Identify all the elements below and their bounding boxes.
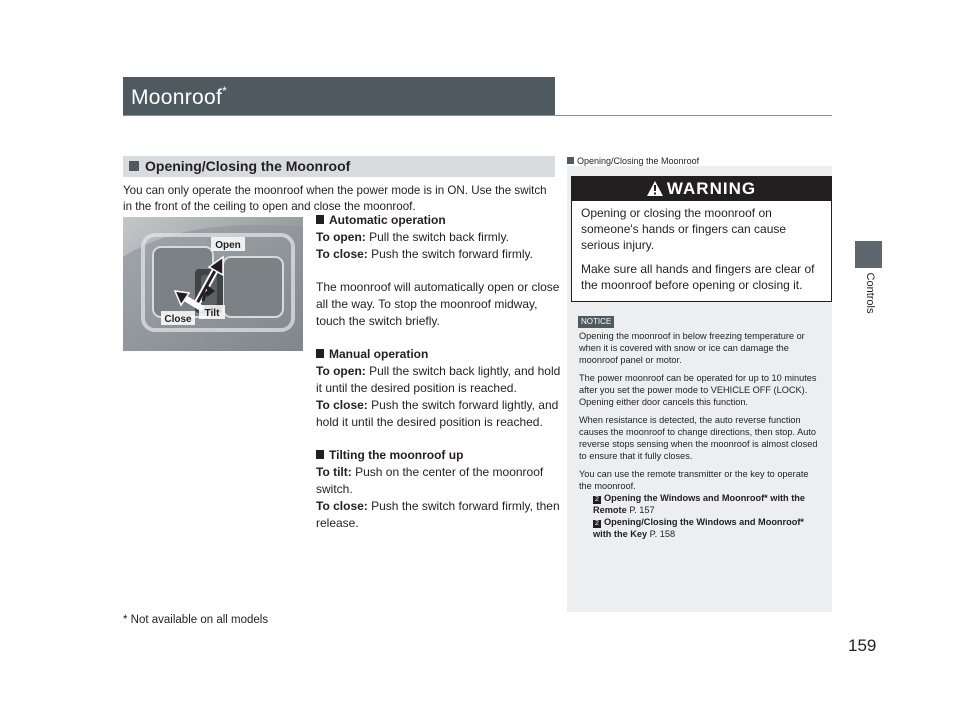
automatic-close: To close: Push the switch forward firmly. [316,247,533,261]
xref-remote[interactable]: 2 Opening the Windows and Moonroof* with the Remote P. 157 [593,493,805,515]
page-number: 159 [848,636,877,655]
xref-arrow-icon: 2 [593,496,601,504]
moonroof-switch-photo [123,217,303,351]
notice-badge: NOTICE [578,316,614,328]
square-bullet-icon [129,161,139,171]
manual-open: To open: Pull the switch back lightly, and hold it until the desired position is reached. [316,364,561,395]
footnote: * Not available on all models [123,614,269,626]
warning-triangle-icon [647,181,663,196]
square-bullet-icon [316,450,324,459]
tilting-heading: Tilting the moonroof up [316,447,561,464]
automatic-heading: Automatic operation [316,212,561,229]
operation-instructions [316,212,561,532]
intro-text: You can only operate the moonroof when the power mode is in ON. Use the switch in the front of the ceiling to open and close the moonroof. [123,184,547,213]
square-bullet-icon [316,349,324,358]
manual-heading: Manual operation [316,346,561,363]
xref-key[interactable]: 2 Opening/Closing the Windows and Moonroof* with the Key P. 158 [593,517,804,539]
xref-arrow-icon: 2 [593,520,601,528]
section-heading: Opening/Closing the Moonroof [123,156,555,177]
sidebar-notes: Opening the moonroof in below freezing temperature or when it is covered with snow or ice can damage the moonroof panel or motor. The power moonroof can be operated for up to 10 minutes after you set the power mode to VEHICLE OFF (LOCK). Opening either door cancels this function. When resistance is detected, the auto reverse function causes the moonroof to change directions, then stop. Auto reverse stops sensing when the moonroof is almost closed to ensure that it fully closes. You can use the remote transmitter or the key to operate the moonroof. 2 Opening the Windows and Moonroof* with the Remote P. 157 2 Opening/Closing the Windows and Moonroof* with the Key P. 158 [579,330,822,540]
close-label: Close [164,314,192,325]
automatic-open: To open: Pull the switch back firmly. [316,230,509,244]
tilting-tilt: To tilt: Push on the center of the moonroof switch. [316,465,544,496]
automatic-note: The moonroof will automatically open or close all the way. To stop the moonroof midway, touch the switch briefly. [316,280,560,328]
square-bullet-icon [316,215,324,224]
chapter-label: Controls [864,272,876,314]
warning-text: Opening or closing the moonroof on someone's hands or fingers can cause serious injury. Make sure all hands and fingers are clear of the moonroof before opening or closing it. [581,206,815,292]
page-title: Moonroof* [131,84,228,109]
reference-icon [567,157,574,164]
chapter-tab [855,241,882,268]
manual-close: To close: Push the switch forward lightly, and hold it until the desired position is reached. [316,398,559,429]
tilt-label: Tilt [204,308,220,319]
open-label: Open [215,240,241,251]
sidebar-reference: Opening/Closing the Moonroof [567,156,832,168]
title-rule [123,115,832,116]
warning-banner: WARNING [572,177,831,201]
tilting-close: To close: Push the switch forward firmly, then release. [316,499,560,530]
